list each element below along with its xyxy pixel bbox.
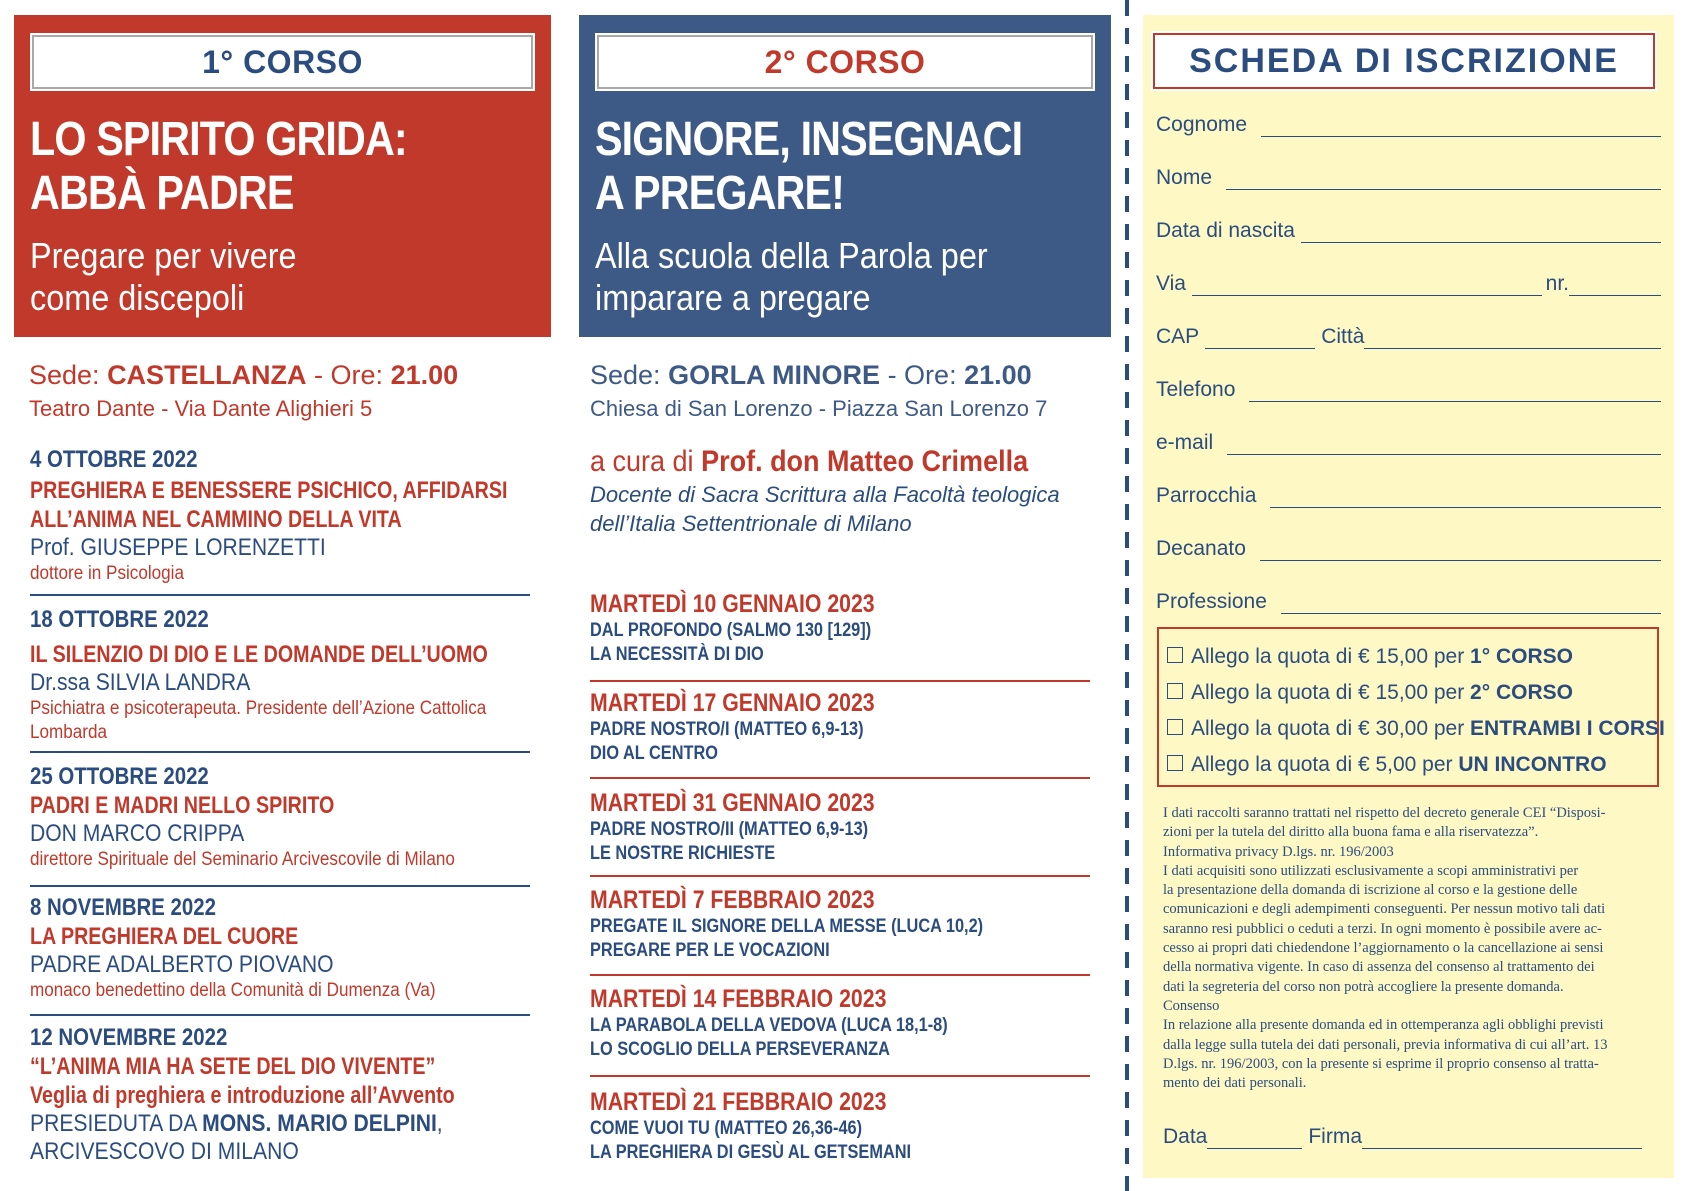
venue-prefix: Sede:	[29, 360, 108, 390]
privacy-line: I dati raccolti saranno trattati nel rispetto del decreto generale CEI “Disposi-	[1163, 805, 1606, 821]
field-line[interactable]	[1226, 167, 1661, 190]
lesson-title: PADRE NOSTRO/II (MATTEO 6,9-13)	[590, 819, 869, 840]
course1-address: Teatro Dante - Via Dante Alighieri 5	[29, 396, 373, 421]
field-line[interactable]	[1227, 432, 1661, 455]
course2-venue	[590, 360, 1032, 391]
field-cognome[interactable]	[1156, 103, 1661, 137]
privacy-notice	[1163, 804, 1663, 1093]
privacy-line: cesso ai propri dati chiedendone l’aggiornamento o la cancellazione ai sensi	[1163, 940, 1604, 957]
field-via[interactable]	[1156, 262, 1661, 296]
course1-subtitle	[30, 235, 534, 319]
field-label-nr: nr.	[1545, 272, 1569, 295]
field-line[interactable]	[1270, 485, 1661, 508]
form-title: SCHEDA DI ISCRIZIONE	[1153, 33, 1655, 89]
lesson-title: PREGATE IL SIGNORE DELLA MESSE (LUCA 10,2)	[590, 916, 984, 937]
field-line[interactable]	[1301, 220, 1661, 243]
field-label-citta: Città	[1321, 325, 1365, 348]
course2-lesson	[590, 789, 1090, 877]
privacy-line: In relazione alla presente domanda ed in ottemperanza agli obblighi previsti	[1163, 1017, 1604, 1034]
lesson-date: MARTEDÌ 31 GENNAIO 2023	[590, 789, 875, 817]
lesson-date: MARTEDÌ 7 FEBBRAIO 2023	[590, 886, 875, 914]
course2-lesson	[590, 1088, 1090, 1168]
course2-header	[579, 15, 1111, 337]
lesson-theme: LO SCOGLIO DELLA PERSEVERANZA	[590, 1039, 890, 1060]
course1-title-line2: ABBÀ PADRE	[30, 167, 294, 220]
field-label: Decanato	[1156, 537, 1246, 560]
lesson-date: MARTEDÌ 10 GENNAIO 2023	[590, 590, 875, 618]
lesson-theme: PREGARE PER LE VOCAZIONI	[590, 940, 830, 961]
course2-subtitle-line1: Alla scuola della Parola per	[595, 235, 988, 276]
date-label: Data	[1163, 1125, 1208, 1148]
field-data-nascita[interactable]	[1156, 209, 1661, 243]
field-decanato[interactable]	[1156, 527, 1661, 561]
field-line[interactable]	[1249, 379, 1661, 402]
course2-title	[595, 113, 1025, 221]
course1-event-vigil	[30, 1024, 530, 1174]
course1-label: 1° CORSO	[32, 35, 533, 89]
privacy-line: comunicazioni e degli adempimenti conseguenti. Per nessun motivo tali dati	[1163, 901, 1606, 918]
course1-header	[14, 15, 551, 337]
event-date: 12 NOVEMBRE 2022	[30, 1024, 228, 1051]
course1-event	[30, 894, 530, 1016]
course2-lesson	[590, 689, 1090, 779]
curator-name: Prof. don Matteo Crimella	[701, 445, 1029, 478]
field-line-citta[interactable]	[1364, 326, 1661, 349]
date-line[interactable]	[1207, 1126, 1302, 1149]
course2-address: Chiesa di San Lorenzo - Piazza San Lorenzo 7	[590, 396, 1048, 421]
field-label: Parrocchia	[1156, 484, 1257, 507]
signature-label: Firma	[1308, 1125, 1363, 1148]
lesson-theme: DIO AL CENTRO	[590, 743, 719, 764]
field-email[interactable]	[1156, 421, 1661, 455]
venue-place: GORLA MINORE	[668, 360, 881, 390]
course2-lesson	[590, 985, 1090, 1077]
event-role: Psichiatra e psicoterapeuta. Presidente dell’Azione Cattolica Lombarda	[30, 698, 487, 743]
field-label: Data di nascita	[1156, 219, 1295, 242]
course2-subtitle-line2: imparare a pregare	[595, 277, 871, 318]
venue-place: CASTELLANZA	[107, 360, 307, 390]
venue-sep: - Ore:	[306, 360, 391, 390]
privacy-line: Informativa privacy D.lgs. nr. 196/2003	[1163, 843, 1394, 860]
field-cap-citta[interactable]	[1156, 315, 1661, 349]
event-date: 18 OTTOBRE 2022	[30, 606, 209, 633]
course1-venue	[29, 360, 458, 391]
field-label: Cognome	[1156, 113, 1248, 136]
presider-prefix: PRESIEDUTA DA	[30, 1110, 203, 1137]
course2-label: 2° CORSO	[597, 35, 1093, 89]
field-label: e-mail	[1156, 431, 1214, 454]
fee-option-text: Allego la quota di € 15,00 per	[1191, 645, 1471, 668]
field-label: Telefono	[1156, 378, 1236, 401]
event-presider	[30, 1110, 470, 1138]
event-title: PREGHIERA E BENESSERE PSICHICO, AFFIDARSI ALL’ANIMA NEL CAMMINO DELLA VITA	[30, 477, 508, 533]
fee-option-both[interactable]	[1167, 717, 1665, 741]
fee-option-target: UN INCONTRO	[1458, 753, 1607, 776]
event-date: 4 OTTOBRE 2022	[30, 446, 198, 473]
course1-title-line1: LO SPIRITO GRIDA:	[30, 113, 407, 166]
lesson-theme: LA NECESSITÀ DI DIO	[590, 644, 764, 665]
fee-option-single[interactable]	[1167, 753, 1607, 777]
venue-sep: - Ore:	[880, 360, 965, 390]
lesson-title: COME VUOI TU (MATTEO 26,36-46)	[590, 1118, 863, 1139]
field-line-via[interactable]	[1192, 273, 1542, 296]
event-speaker: PADRE ADALBERTO PIOVANO	[30, 951, 334, 978]
field-line[interactable]	[1261, 114, 1661, 137]
course2-subtitle	[595, 235, 1099, 319]
course1-title	[30, 113, 460, 221]
fee-option-text: Allego la quota di € 5,00 per	[1191, 753, 1459, 776]
lesson-theme: LE NOSTRE RICHIESTE	[590, 843, 776, 864]
registration-form	[1143, 15, 1674, 1178]
signature-line[interactable]	[1362, 1126, 1642, 1149]
fee-option-course2[interactable]	[1167, 681, 1573, 705]
privacy-line: dalla legge sulla tutela dei dati personali, previa informativa di cui all’art. 13	[1163, 1036, 1608, 1053]
event-title: “L’ANIMA MIA HA SETE DEL DIO VIVENTE”	[30, 1053, 436, 1080]
venue-time: 21.00	[390, 360, 459, 390]
privacy-line: zioni per la tutela del diritto alla buona fama e alla riservatezza”.	[1163, 824, 1539, 841]
event-speaker: DON MARCO CRIPPA	[30, 820, 245, 847]
course1-event	[30, 446, 530, 596]
course2-lesson	[590, 590, 1090, 682]
lesson-title: LA PARABOLA DELLA VEDOVA (LUCA 18,1-8)	[590, 1015, 948, 1036]
field-line-cap[interactable]	[1205, 326, 1315, 349]
lesson-theme: LA PREGHIERA DI GESÙ AL GETSEMANI	[590, 1142, 912, 1163]
presider-suffix: ,	[436, 1110, 443, 1137]
privacy-line: D.lgs. nr. 196/2003, con la presente si esprime il proprio consenso al tratta-	[1163, 1055, 1599, 1072]
lesson-date: MARTEDÌ 14 FEBBRAIO 2023	[590, 985, 887, 1013]
venue-time: 21.00	[964, 360, 1032, 390]
lesson-date: MARTEDÌ 21 FEBBRAIO 2023	[590, 1088, 887, 1116]
event-role: dottore in Psicologia	[30, 563, 184, 584]
checkbox-icon[interactable]	[1167, 719, 1183, 735]
event-title: IL SILENZIO DI DIO E LE DOMANDE DELL’UOMO	[30, 641, 488, 668]
event-speaker: Dr.ssa SILVIA LANDRA	[30, 669, 251, 696]
event-date: 25 OTTOBRE 2022	[30, 763, 209, 790]
field-line[interactable]	[1260, 538, 1661, 561]
cut-line	[1125, 0, 1129, 1191]
course1-subtitle-line2: come discepoli	[30, 277, 245, 318]
course2-curator-role: Docente di Sacra Scrittura alla Facoltà teologica dell’Italia Settentrionale di Milano	[590, 482, 1060, 536]
checkbox-icon[interactable]	[1167, 755, 1183, 771]
field-line[interactable]	[1281, 591, 1661, 614]
course1-event	[30, 606, 530, 753]
fee-option-text: Allego la quota di € 30,00 per	[1191, 717, 1471, 740]
privacy-line: della normativa vigente. In caso di assenza del consenso al trattamento dei	[1163, 959, 1595, 976]
course1-event	[30, 763, 530, 887]
lesson-title: PADRE NOSTRO/I (MATTEO 6,9-13)	[590, 719, 864, 740]
privacy-line: la presentazione della domanda di iscrizione al corso e la gestione delle	[1163, 882, 1578, 899]
event-speaker: Prof. GIUSEPPE LORENZETTI	[30, 534, 326, 561]
checkbox-icon[interactable]	[1167, 647, 1183, 663]
fee-option-course1[interactable]	[1167, 645, 1573, 669]
venue-prefix: Sede:	[590, 360, 669, 390]
event-title: LA PREGHIERA DEL CUORE	[30, 923, 299, 950]
field-nome[interactable]	[1156, 156, 1661, 190]
field-label: Professione	[1156, 590, 1267, 613]
event-role: monaco benedettino della Comunità di Dumenza (Va)	[30, 980, 436, 1001]
presider-title: ARCIVESCOVO DI MILANO	[30, 1138, 299, 1165]
presider-name: MONS. MARIO DELPINI	[202, 1110, 437, 1137]
field-label: Nome	[1156, 166, 1213, 189]
course2-title-line1: SIGNORE, INSEGNACI	[595, 113, 1023, 166]
field-line-nr[interactable]	[1569, 273, 1661, 296]
event-subtitle: Veglia di preghiera e introduzione all’Avvento	[30, 1082, 455, 1109]
field-label: CAP	[1156, 325, 1200, 348]
fee-option-text: Allego la quota di € 15,00 per	[1191, 681, 1471, 704]
fee-option-target: 2° CORSO	[1470, 681, 1573, 704]
fee-option-target: 1° CORSO	[1470, 645, 1573, 668]
checkbox-icon[interactable]	[1167, 683, 1183, 699]
lesson-title: DAL PROFONDO (SALMO 130 [129])	[590, 620, 872, 641]
field-professione[interactable]	[1156, 580, 1661, 614]
field-label: Via	[1156, 272, 1186, 295]
fee-option-target: ENTRAMBI I CORSI	[1470, 717, 1665, 740]
course2-curator	[590, 445, 1028, 479]
privacy-line: I dati acquisiti sono utilizzati esclusivamente a scopi amministrativi per	[1163, 862, 1579, 879]
event-title: PADRI E MADRI NELLO SPIRITO	[30, 792, 335, 819]
field-parrocchia[interactable]	[1156, 474, 1661, 508]
course2-lesson	[590, 886, 1090, 976]
fee-options	[1157, 627, 1665, 787]
lesson-date: MARTEDÌ 17 GENNAIO 2023	[590, 689, 875, 717]
privacy-line: dati la segreteria del corso non potrà accogliere la presente domanda.	[1163, 978, 1564, 995]
event-date: 8 NOVEMBRE 2022	[30, 894, 216, 921]
curator-prefix: a cura di	[590, 445, 702, 478]
field-telefono[interactable]	[1156, 368, 1661, 402]
event-role: direttore Spirituale del Seminario Arcivescovile di Milano	[30, 849, 455, 870]
signature-row	[1163, 1125, 1663, 1149]
privacy-line: Consenso	[1163, 997, 1220, 1014]
course1-subtitle-line1: Pregare per vivere	[30, 235, 297, 276]
privacy-line: mento dei dati personali.	[1163, 1075, 1307, 1092]
course2-title-line2: A PREGARE!	[595, 167, 845, 220]
privacy-line: saranno resi pubblici o ceduti a terzi. In ogni momento è possibile avere ac-	[1163, 920, 1602, 937]
